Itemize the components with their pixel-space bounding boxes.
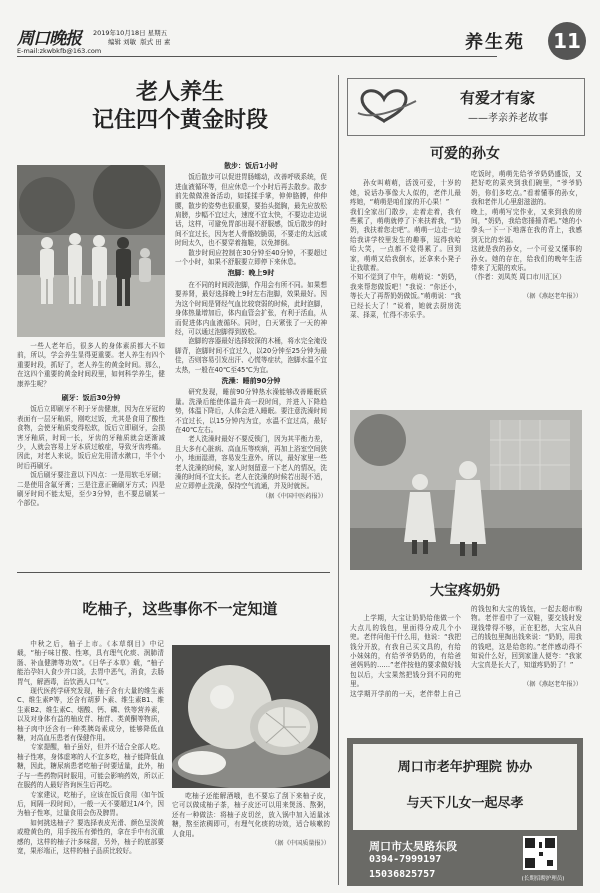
elderly-walking-photo <box>17 165 165 337</box>
article2-p5: 如何挑选柚子？要选择表皮光滑、颜色呈淡黄或橙黄色的，用手按压有弹性的，拿在手中有沉重感的，这样的柚子汁多味甜，另外，柚子的底部要宽，果形端正，这样的柚子品质比较好。 <box>17 818 164 855</box>
article1-source: （据《中国中医药报》） <box>262 492 327 500</box>
story2-title: 大宝疼奶奶 <box>430 583 500 599</box>
article2-source: （据《中国质量报》） <box>271 840 330 848</box>
ad-org-name: 周口市老年护理院 <box>397 760 502 775</box>
foot-soak-text: 在不同的时间段泡脚，作用会有所不同。如果想要养肾，最好选择晚上9时左右泡脚，效果最好。因为这个时间是肾经气血比较衰弱的时候，此时泡脚，身体热量增加后，体内血管会扩张，有利于活血，从而促进体内血液循环。同时，白天紧张了一天的神经，可以通过泡脚得到放松。 <box>175 280 327 336</box>
article2-p6: 吃柚子还能解酒哦，也不要忘了刮下来柚子皮，它可以做成柚子茶，柚子皮还可以用来煲汤、熬粥，还有一种做法：将柚子皮切丝，放入锅中加入适量冰糖，熬至浓稠即可，有理气化痰的功效，适合咳嗽的人食用。 <box>172 792 330 838</box>
qr-code-icon <box>523 836 557 870</box>
brushing-text-2: 饭后刷牙要注意以下四点：一是用软毛牙刷；二是使用含氟牙膏；三是注意正确刷牙方式；四是刷牙时间不能太短，至少3分钟，也不要总刷某一个部位。 <box>17 471 165 508</box>
bathing-text: 研究发现，睡前90分钟热水澡能够改善睡眠质量。洗澡后能使体温升高一段时间，并进入下降趋势，体温下降后，人体会进入睡眠。要注意洗澡时间不宜过长，以15分钟内为宜，水温不宜过高，最好在40℃左右。 <box>175 388 327 434</box>
article2-p4: 专家建议，吃柚子，应该在饭后食用（如午饭后，间隔一段时间），一般一天不要超过1/4个，因为柚子性寒，过量食用会伤及脾胃。 <box>17 790 164 818</box>
date-line: 2019年10月18日 星期五 <box>93 29 168 37</box>
editor-line <box>108 37 170 46</box>
article1-title <box>30 78 330 134</box>
ad-phone2: 15036825757 <box>369 869 436 880</box>
section-title-brushing: 刷牙：饭后30分钟 <box>61 394 121 402</box>
divider-article1-article2 <box>17 572 330 573</box>
article2-col1 <box>17 640 164 888</box>
story2-text: 上学期，大宝让奶奶给他做一个大点儿的钱包，里面得分成几个小兜。老伴问他干什么用，他说：“我把钱分开放，有我自己买文具的，有给小妹妹的，有给爷爷奶奶的，有给爸爸妈妈的……”老伴按他的要求做好钱包以后，大宝果然把钱分到不同的兜里。 这学期开学前的一天，老伴带上自己的钱包和大宝的钱包，一起去超市购物。老伴看中了一双鞋，要交钱时发现钱带得不够，正在犯愁，大宝从自己的钱包里掏出钱来说：“奶奶，用我的钱吧，这是给您的。”老伴感动得不知说什么好，回到家逢人便夸：“我家大宝真是长大了，知道疼奶奶了！” <box>350 605 582 698</box>
article2-col2 <box>172 792 330 888</box>
foot-soak-text-2: 泡脚的容器最好选择较深的木桶，将水完全淹没脚背，泡脚时间不宜过久，以20分钟至25分钟为最佳，否则容易引发出汗、心慌等症状，泡脚水温不宜太热，一般在40℃至45℃为宜。 <box>175 337 327 374</box>
story1-text: 孙女叫萌萌，活泼可爱，十岁的她，说话办事像大人似的，老伴儿最疼她，“萌萌是咱们家的开心果！” 我们全家出门散步，走着走着，我有些累了，萌萌就停了下来扶着我，“奶奶，我扶着您走吧”。萌萌一边走一边给我讲学校里发生的趣事，逗得我哈哈大笑，一点都不觉得累了。回到家，萌萌又给我倒水，还拿来小凳子让我歇着。 不知不觉到了中午，萌萌说：“奶奶，我来帮您做饭吧！”我说：“你还小，等长大了再帮奶奶做饭。”萌萌说：“我已经长大了！”说着，她就去厨房洗菜、择菜，忙得不亦乐乎。 吃饭时，萌萌先给爷爷奶奶盛饭，又把好吃的菜夹到我们碗里，“爷爷奶奶，你们多吃点。”看着懂事的孙女，我和老伴儿心里甜滋滋的。 晚上，萌萌写完作业，又来到我的房间，“奶奶，我给您捶捶背吧。”她的小拳头一下一下地落在我的背上，我感到无比的幸福。 这就是我的孙女，一个可爱又懂事的孙女。她的存在，给我们的晚年生活带来了无限的欢乐。 （作者：刘凤英 周口市川汇区） <box>350 170 582 320</box>
article1-lead-text: 一些人老年后，很多人的身体素质都大不如前，所以，学会养生显得更重要。老人养生有四个重要时段，抓好了，老人养生的黄金时间。那么，在这四个重要的黄金时间段里，如何科学养生，健康养生呢？ <box>17 342 165 388</box>
story2-text-block <box>350 605 582 725</box>
column-divider <box>338 75 339 885</box>
article1-col2 <box>175 160 327 568</box>
page-number: 11 <box>553 29 581 53</box>
story1-title: 可爱的孙女 <box>430 146 500 162</box>
article2-title: 吃柚子，这些事你不一定知道 <box>82 600 278 618</box>
section-title: 养生苑 <box>465 32 525 53</box>
article1-title-line2: 记住四个黄金时段 <box>91 107 268 133</box>
ad-line1 <box>363 756 567 775</box>
story1-source: （据《燕赵老年报》） <box>523 293 582 301</box>
masthead <box>0 0 600 60</box>
grandmother-child-photo <box>350 410 582 570</box>
walking-text-2: 散步时间应控制在30分钟至40分钟，不要超过一个小时，如果不舒服要立即停下来休息。 <box>175 248 327 267</box>
pomelo-photo <box>172 645 330 788</box>
brushing-text: 饭后立即刷牙不利于牙齿健康，因为在牙冠的表面有一层牙釉质，刚吃过饭，尤其是食用了酸性食物，会使牙釉质变得松软，饭后立即刷牙，会损害牙釉质，时间一长，牙齿的牙釉质就会逐渐减少，人就会容易上牙本质过敏症，导致牙齿疼痛。因此，对老人来说，饭后应先用清水漱口，半个小时后再刷牙。 <box>17 405 165 470</box>
column-title: 有爱才有家 <box>460 89 536 107</box>
article2-p3: 专家提醒，柚子虽好，但并不适合全部人吃。柚子性寒，身体虚寒的人不宜多吃，柚子能降低血糖，因此，糖尿病患者吃柚子时要适量，此外，柚子与一些药物同时服用，可能会影响药效，所以正在服药的人最好咨询医生后再吃。 <box>17 743 164 790</box>
design-name: 版式 田 素 <box>140 38 171 46</box>
story1-text-block <box>350 170 582 406</box>
article1-title-line1: 老人养生 <box>135 79 224 105</box>
ad-sponsor-box <box>353 744 577 830</box>
section-title-walking: 散步：饭后1小时 <box>224 162 278 170</box>
ad-coorganize: 协办 <box>506 760 533 775</box>
masthead-rule <box>17 56 497 57</box>
ad-phone1: 0394-7999197 <box>369 854 442 865</box>
ad-address: 周口市太昊路东段 <box>369 840 457 853</box>
walking-text: 饭后散步可以促进胃肠蠕动，改善呼吸系统，促进血液循环等，但应休息一个小时后再去散步。散步前先做做准备活动，如揉揉手掌，伸伸胳膊，伸伸腰，散步的姿势也很重要，要抬头挺胸，最先应放松肩膀，步幅不宜过大，速度不宜太快，不要边走边说话，这样，可避免胃部出现不舒服感，饭后散步的时间不宜过长，因为老人骨骼较脆弱，不要走的太远或时间太久，也不要穿着拖鞋，以免摔倒。 <box>175 173 327 248</box>
section-title-foot-soak: 泡脚：晚上9时 <box>227 269 275 278</box>
editor-name: 编辑 刘敏 <box>108 38 137 46</box>
qr-caption: (长期招聘护理员) <box>521 876 565 882</box>
ad-banner <box>347 738 583 886</box>
section-title-bathing: 洗澡：睡前90分钟 <box>221 376 281 385</box>
article1-lead <box>17 342 165 392</box>
bathing-text-2: 老人洗澡时最好不要反锁门，因为其平衡力差，且大多有心脏病、高血压等疾病，再加上浴室空间狭小，地面湿滑，容易发生意外。所以，最好家里一些老人洗澡的时候，家人时刻留意一下老人的情况，洗澡的时间不宜太长。老人在洗澡的时候若出现不适，应立即停止洗澡，保持空气流通，并及时就医。 <box>175 435 327 491</box>
column-subtitle: ——孝亲养老故事 <box>468 113 548 124</box>
heart-icon <box>356 87 426 127</box>
story2-source: （据《燕赵老年报》） <box>523 681 582 689</box>
article2-p2: 现代医药学研究发现，柚子含有大量的维生素C、维生素P等，还含有胡萝卜素、维生素B1、维生素B2、维生素C、烟酸、钙、磷、铁等营养素，以及对身体有益的柚皮苷、柚苷、类黄酮等物质，柚子肉中还含有一种类胰岛素成分，能够降低血糖，对高血压患者有保健作用。 <box>17 687 164 743</box>
newspaper-logo: 周口晚报 <box>17 29 81 49</box>
email-line: E-mail:zkwbkfb@163.com <box>17 47 102 55</box>
column-header <box>347 78 585 136</box>
article1-section-brushing <box>17 392 165 568</box>
ad-slogan: 与天下儿女一起尽孝 <box>406 796 524 811</box>
page-number-badge <box>548 22 586 60</box>
article2-p1: 中秋之后，柚子上市。《本草纲目》中记载，“柚子味甘酸、性寒，具有理气化痰、润肺清肠、补血健脾等功效”。《日华子本草》载，“柚子能治孕妇人食少并口淡，去胃中恶气，消食，去肠胃气，解酒毒，治饮酒人口气”。 <box>17 640 164 686</box>
